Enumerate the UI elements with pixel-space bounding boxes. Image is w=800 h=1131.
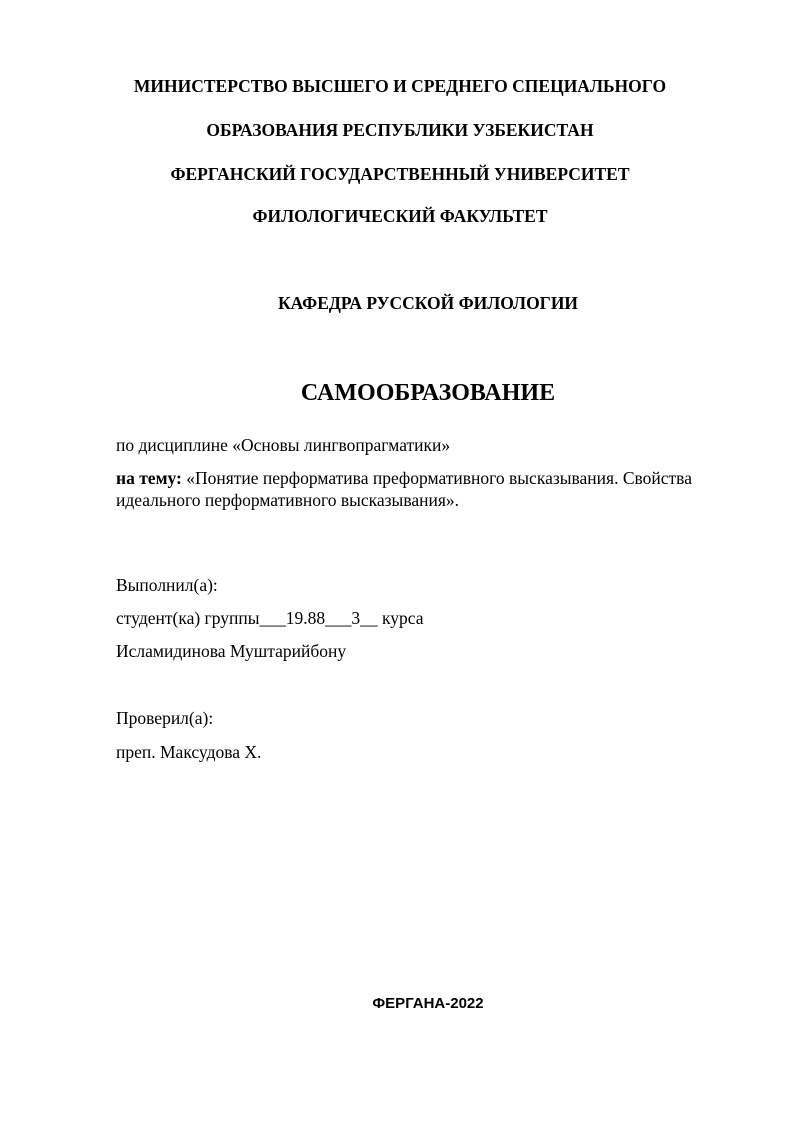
document-title: САМООБРАЗОВАНИЕ bbox=[300, 380, 556, 406]
checker-label: Проверил(а): bbox=[116, 708, 214, 728]
department-name: КАФЕДРА РУССКОЙ ФИЛОЛОГИИ bbox=[277, 293, 579, 313]
topic-label: на тему: bbox=[116, 468, 182, 488]
performer-group-line: студент(ка) группы___19.88___3__ курса bbox=[116, 608, 424, 628]
performer-name: Исламидинова Муштарийбону bbox=[116, 641, 347, 661]
university-name: ФЕРГАНСКИЙ ГОСУДАРСТВЕННЫЙ УНИВЕРСИТЕТ bbox=[170, 164, 630, 184]
topic-line-2: идеального перформативного высказывания». bbox=[116, 490, 460, 510]
topic-line-1 bbox=[116, 467, 692, 489]
discipline-line: по дисциплине «Основы лингвопрагматики» bbox=[116, 435, 451, 455]
ministry-line-1: МИНИСТЕРСТВО ВЫСШЕГО И СРЕДНЕГО СПЕЦИАЛЬНОГО bbox=[133, 76, 667, 96]
performer-label: Выполнил(а): bbox=[116, 575, 218, 595]
topic-text-1: «Понятие перформатива преформативного высказывания. Свойства bbox=[181, 468, 692, 488]
city-year: ФЕРГАНА-2022 bbox=[372, 995, 484, 1012]
faculty-name: ФИЛОЛОГИЧЕСКИЙ ФАКУЛЬТЕТ bbox=[252, 206, 548, 226]
ministry-line-2: ОБРАЗОВАНИЯ РЕСПУБЛИКИ УЗБЕКИСТАН bbox=[206, 120, 594, 140]
checker-name: преп. Максудова Х. bbox=[116, 742, 262, 762]
